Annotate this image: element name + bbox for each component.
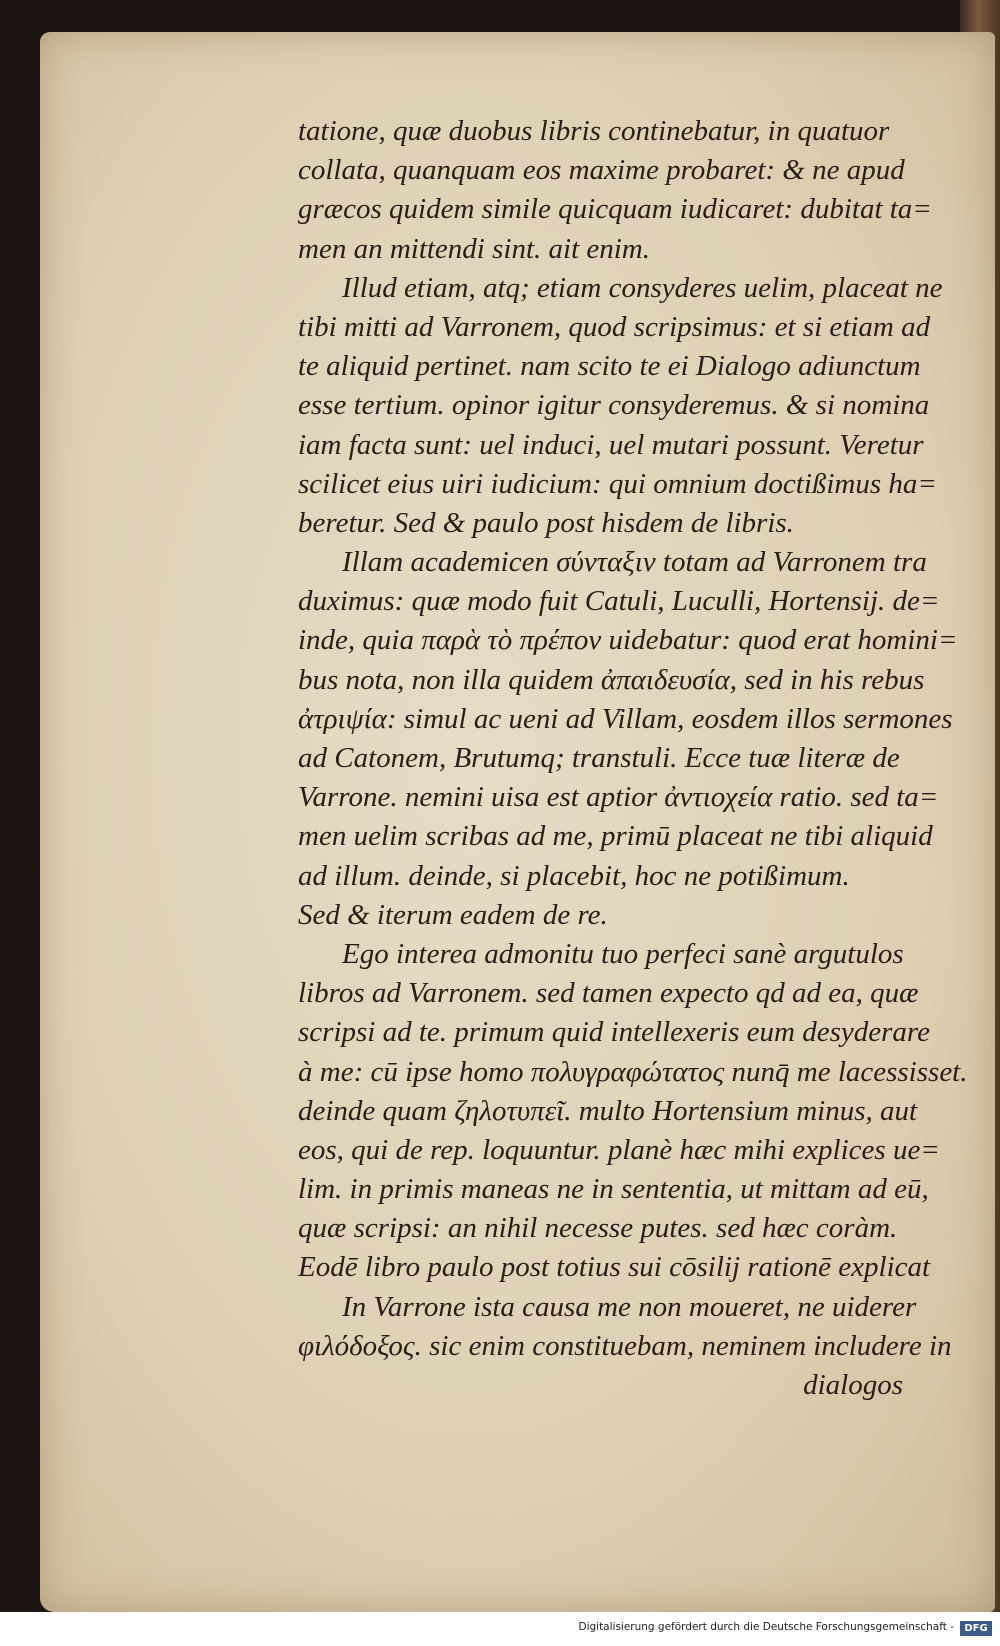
catchword: dialogos: [803, 1369, 903, 1401]
book-page: [40, 32, 995, 1612]
page-text-block: [298, 112, 968, 1405]
funding-notice: Digitalisierung gefördert durch die Deutsche Forschungsgemeinschaft -: [578, 1621, 954, 1633]
text-line: iam facta sunt: uel induci, uel mutari possunt. Veretur: [298, 428, 924, 461]
text-line: Sed & iterum eadem de re.: [298, 898, 608, 931]
text-line: Ego interea admonitu tuo perfeci sanè argutulos: [342, 937, 904, 970]
text-line: ἀτριψία: simul ac ueni ad Villam, eosdem illos sermones: [298, 702, 953, 735]
text-line: duximus: quæ modo fuit Catuli, Luculli, Hortensij. de=: [298, 585, 940, 618]
text-line: Varrone. nemini uisa est aptior ἀντιοχεία ratio. sed ta=: [298, 781, 939, 814]
text-line: lim. in primis maneas ne in sententia, ut mittam ad eū,: [298, 1173, 929, 1206]
text-line: deinde quam ζηλοτυπεῖ. multo Hortensium minus, aut: [298, 1094, 918, 1127]
text-line: esse tertium. opinor igitur consyderemus. & si nomina: [298, 389, 930, 422]
text-line: græcos quidem simile quicquam iudicaret: dubitat ta=: [298, 193, 932, 226]
text-line: collata, quanquam eos maxime probaret: & ne apud: [298, 154, 905, 187]
text-line: beretur. Sed & paulo post hisdem de libris.: [298, 506, 794, 539]
text-line: In Varrone ista causa me non moueret, ne uiderer: [342, 1290, 917, 1323]
text-line: men an mittendi sint. ait enim.: [298, 232, 650, 265]
text-line: Eodē libro paulo post totius sui cōsilij rationē explicat: [298, 1251, 931, 1284]
text-line: Illud etiam, atq; etiam consyderes uelim, placeat ne: [342, 271, 943, 304]
text-line: quæ scripsi: an nihil necesse putes. sed hæc coràm.: [298, 1212, 898, 1245]
text-line: φιλόδοξος. sic enim constituebam, neminem includere in: [298, 1329, 952, 1362]
text-line: bus nota, non illa quidem ἀπαιδευσία, sed in his rebus: [298, 663, 925, 696]
text-line: scripsi ad te. primum quid intellexeris eum desyderare: [298, 1016, 930, 1049]
text-line: tibi mitti ad Varronem, quod scripsimus: et si etiam ad: [298, 310, 931, 343]
text-line: eos, qui de rep. loquuntur. planè hæc mihi explices ue=: [298, 1133, 940, 1166]
text-line: inde, quia παρὰ τὸ πρέπον uidebatur: quod erat homini=: [298, 624, 958, 657]
text-line: ad Catonem, Brutumq; transtuli. Ecce tuæ literæ de: [298, 742, 900, 774]
text-line: ad illum. deinde, si placebit, hoc ne potißimum.: [298, 859, 850, 892]
text-line: à me: cū ipse homo πολυγραφώτατος nunq̄ me lacessisset.: [298, 1055, 968, 1088]
text-line: men uelim scribas ad me, primū placeat ne tibi aliquid: [298, 820, 933, 853]
dfg-logo: DFG: [960, 1621, 992, 1636]
text-line: tatione, quæ duobus libris continebatur, in quatuor: [298, 115, 890, 147]
text-line: Illam academicen σύνταξιν totam ad Varronem tra: [342, 546, 927, 579]
text-line: te aliquid pertinet. nam scito te ei Dialogo adiunctum: [298, 350, 921, 383]
text-line: scilicet eius uiri iudicium: qui omnium doctißimus ha=: [298, 467, 937, 500]
digitization-footer: [0, 1612, 1000, 1646]
text-line: libros ad Varronem. sed tamen expecto qd ad ea, quæ: [298, 977, 919, 1010]
